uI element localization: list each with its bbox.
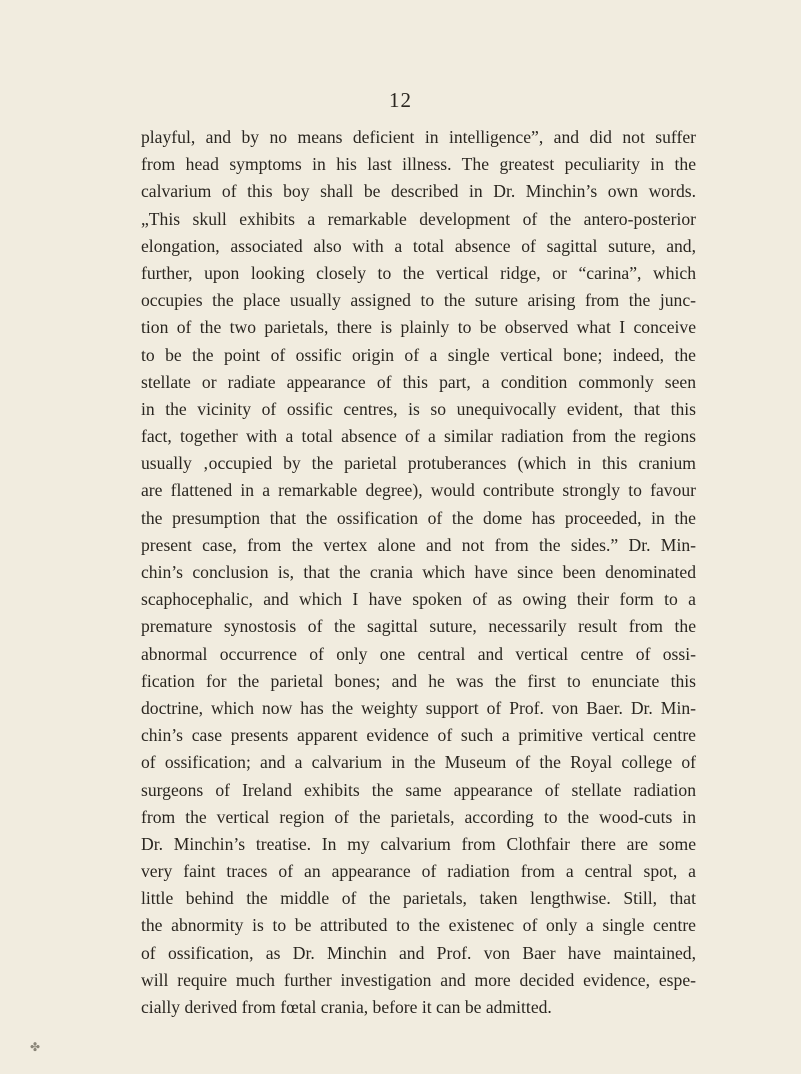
text-line: are flattened in a remarkable degree), would contribute strongly to favour	[141, 480, 696, 501]
text-line: very faint traces of an appearance of radiation from a central spot, a	[141, 861, 696, 882]
text-line: cially derived from fœtal crania, before it can be admitted.	[141, 997, 552, 1017]
text-line: the presumption that the ossification of the dome has proceeded, in the	[141, 507, 696, 528]
text-line: little behind the middle of the parietals, taken lengthwise. Still, that	[141, 888, 696, 909]
page-number: 12	[389, 88, 412, 112]
text-line: in the vicinity of ossific centres, is so unequivocally evident, that this	[141, 398, 696, 419]
text-line: surgeons of Ireland exhibits the same appearance of stellate radiation	[141, 779, 696, 800]
text-line: from head symptoms in his last illness. The greatest peculiarity in the	[141, 154, 696, 175]
text-line: to be the point of ossific origin of a single vertical bone; indeed, the	[141, 344, 696, 365]
body-text	[141, 124, 696, 1021]
text-line: „This skull exhibits a remarkable development of the antero-posterior	[141, 208, 696, 229]
text-line: usually ‚occupied by the parietal protuberances (which in this cranium	[141, 453, 696, 474]
text-line: fication for the parietal bones; and he was the first to enunciate this	[141, 670, 696, 691]
text-line: Dr. Minchin’s treatise. In my calvarium from Clothfair there are some	[141, 833, 696, 854]
text-line: chin’s case presents apparent evidence of such a primitive vertical centre	[141, 725, 696, 746]
text-line: tion of the two parietals, there is plainly to be observed what I conceive	[141, 317, 696, 338]
text-line: occupies the place usually assigned to the suture arising from the junc-	[141, 290, 696, 311]
printer-mark: ✤	[30, 1040, 41, 1054]
text-line: of ossification, as Dr. Minchin and Prof. von Baer have maintained,	[141, 942, 696, 963]
text-line: will require much further investigation and more decided evidence, espe-	[141, 969, 696, 990]
text-line: present case, from the vertex alone and not from the sides.” Dr. Min-	[141, 534, 696, 555]
text-line: of ossification; and a calvarium in the Museum of the Royal college of	[141, 752, 696, 773]
text-line: playful, and by no means deficient in intelligence”, and did not suffer	[141, 127, 696, 147]
text-line: scaphocephalic, and which I have spoken of as owing their form to a	[141, 589, 696, 610]
text-line: premature synostosis of the sagittal suture, necessarily result from the	[141, 616, 696, 637]
text-line: calvarium of this boy shall be described in Dr. Minchin’s own words.	[141, 181, 696, 202]
text-line: chin’s conclusion is, that the crania which have since been denominated	[141, 562, 696, 582]
text-line: fact, together with a total absence of a similar radiation from the regions	[141, 426, 696, 447]
text-line: from the vertical region of the parietals, according to the wood-cuts in	[141, 806, 696, 827]
text-line: the abnormity is to be attributed to the existenec of only a single centre	[141, 915, 696, 936]
text-line: stellate or radiate appearance of this part, a condition commonly seen	[141, 371, 696, 392]
text-line: further, upon looking closely to the vertical ridge, or “carina”, which	[141, 262, 696, 283]
text-line: doctrine, which now has the weighty support of Prof. von Baer. Dr. Min-	[141, 697, 696, 718]
text-line: elongation, associated also with a total absence of sagittal suture, and,	[141, 235, 696, 256]
text-line: abnormal occurrence of only one central and vertical centre of ossi-	[141, 643, 696, 664]
